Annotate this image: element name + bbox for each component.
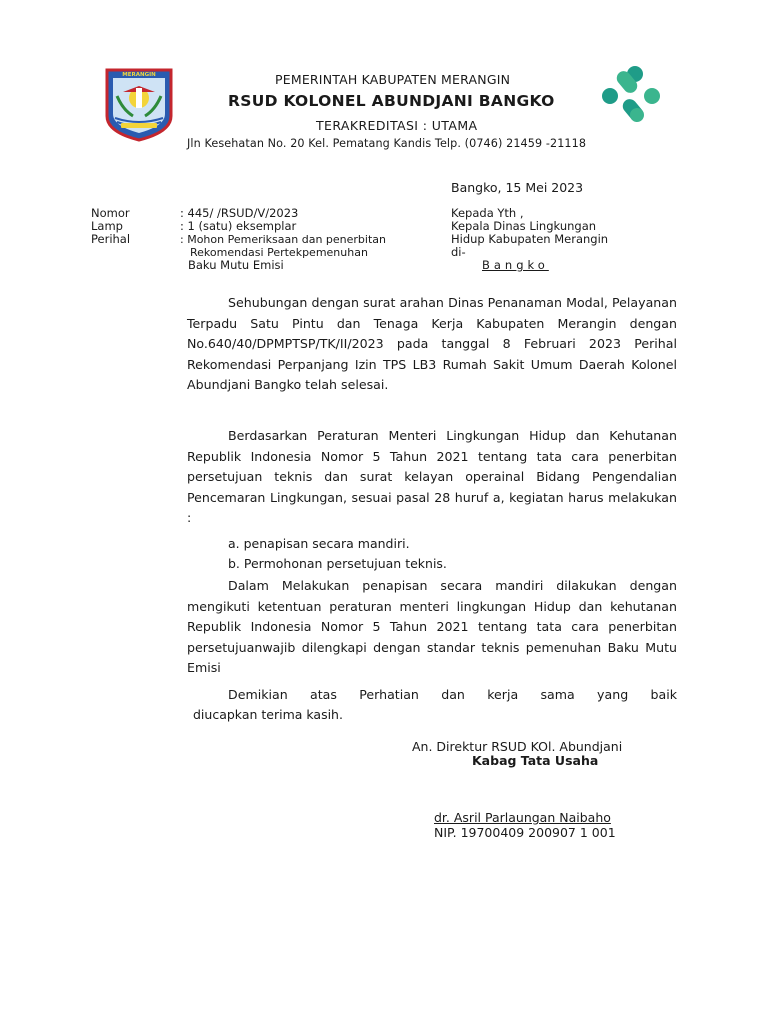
list-item-a: a. penapisan secara mandiri. xyxy=(228,536,410,551)
place-date: Bangko, 15 Mei 2023 xyxy=(451,180,584,195)
recipient-line-3: Hidup Kabupaten Merangin xyxy=(451,232,609,246)
signatory-name: dr. Asril Parlaungan Naibaho xyxy=(434,810,611,825)
recipient-line-1: Kepada Yth , xyxy=(451,206,524,220)
signature-on-behalf: An. Direktur RSUD KOl. Abundjani xyxy=(412,739,623,754)
government-name: PEMERINTAH KABUPATEN MERANGIN xyxy=(275,72,511,87)
body-paragraph-2: Berdasarkan Peraturan Menteri Lingkungan Hidup dan Kehutanan Republik Indonesia Nomor 5 Tahun 2021 tentang tata cara penerbitan persetujuan teknis dan surat kelayan operainal Bidang Pengendalian Pencemaran Lingkungan, sesuai pasal 28 huruf a, kegiatan harus melakukan : xyxy=(187,428,677,525)
body-paragraph-1: Sehubungan dengan surat arahan Dinas Penanaman Modal, Pelayanan Terpadu Satu Pintu dan Tenaga Kerja Kabupaten Merangin dengan No.640/40/DPMPTSP/TK/II/2023 pada tanggal 8 Februari 2023 Perihal Rekomendasi Perpanjang Izin TPS LB3 Rumah Sakit Umum Daerah Kolonel Abundjani Bangko telah selesai. xyxy=(187,295,677,392)
signatory-nip: NIP. 19700409 200907 1 001 xyxy=(434,825,616,840)
body-paragraph-3: Dalam Melakukan penapisan secara mandiri dilakukan dengan mengikuti ketentuan peraturan menteri lingkungan Hidup dan kehutanan Republik Indonesia Nomor 5 Tahun 2021 tentang tata cara penerbitan persetujuanwajib dilengkapi dengan standar teknis pemenuhan Baku Mutu Emisi xyxy=(187,578,677,675)
seal-text: MERANGIN xyxy=(122,72,156,78)
recipient-line-4: di- xyxy=(451,245,466,259)
recipient-line-2: Kepala Dinas Lingkungan xyxy=(451,219,597,233)
field-value-lamp: : 1 (satu) eksemplar xyxy=(180,219,297,233)
field-value-perihal: : Mohon Pemeriksaan dan penerbitan xyxy=(180,233,386,246)
kemenkes-logo xyxy=(600,64,662,126)
hospital-name: RSUD KOLONEL ABUNDJANI BANGKO xyxy=(228,92,555,110)
subject-continuation-1: Rekomendasi Pertekpemenuhan xyxy=(190,246,368,259)
field-label-perihal: Perihal xyxy=(91,232,131,246)
recipient-city: Bangko xyxy=(482,258,549,272)
field-label-nomor: Nomor xyxy=(91,206,130,220)
closing-line-2: diucapkan terima kasih. xyxy=(193,707,343,722)
closing-line-1: Demikian atas Perhatian dan kerja sama yang baik xyxy=(228,687,677,702)
merangin-seal-logo xyxy=(103,66,175,142)
list-item-b: b. Permohonan persetujuan teknis. xyxy=(228,556,447,571)
field-value-nomor: : 445/ /RSUD/V/2023 xyxy=(180,206,299,220)
hospital-address: Jln Kesehatan No. 20 Kel. Pematang Kandis Telp. (0746) 21459 -21118 xyxy=(187,137,587,150)
signature-position: Kabag Tata Usaha xyxy=(472,753,599,768)
subject-continuation-2: Baku Mutu Emisi xyxy=(188,258,284,272)
accreditation: TERAKREDITASI : UTAMA xyxy=(316,118,478,133)
field-label-lamp: Lamp xyxy=(91,219,123,233)
